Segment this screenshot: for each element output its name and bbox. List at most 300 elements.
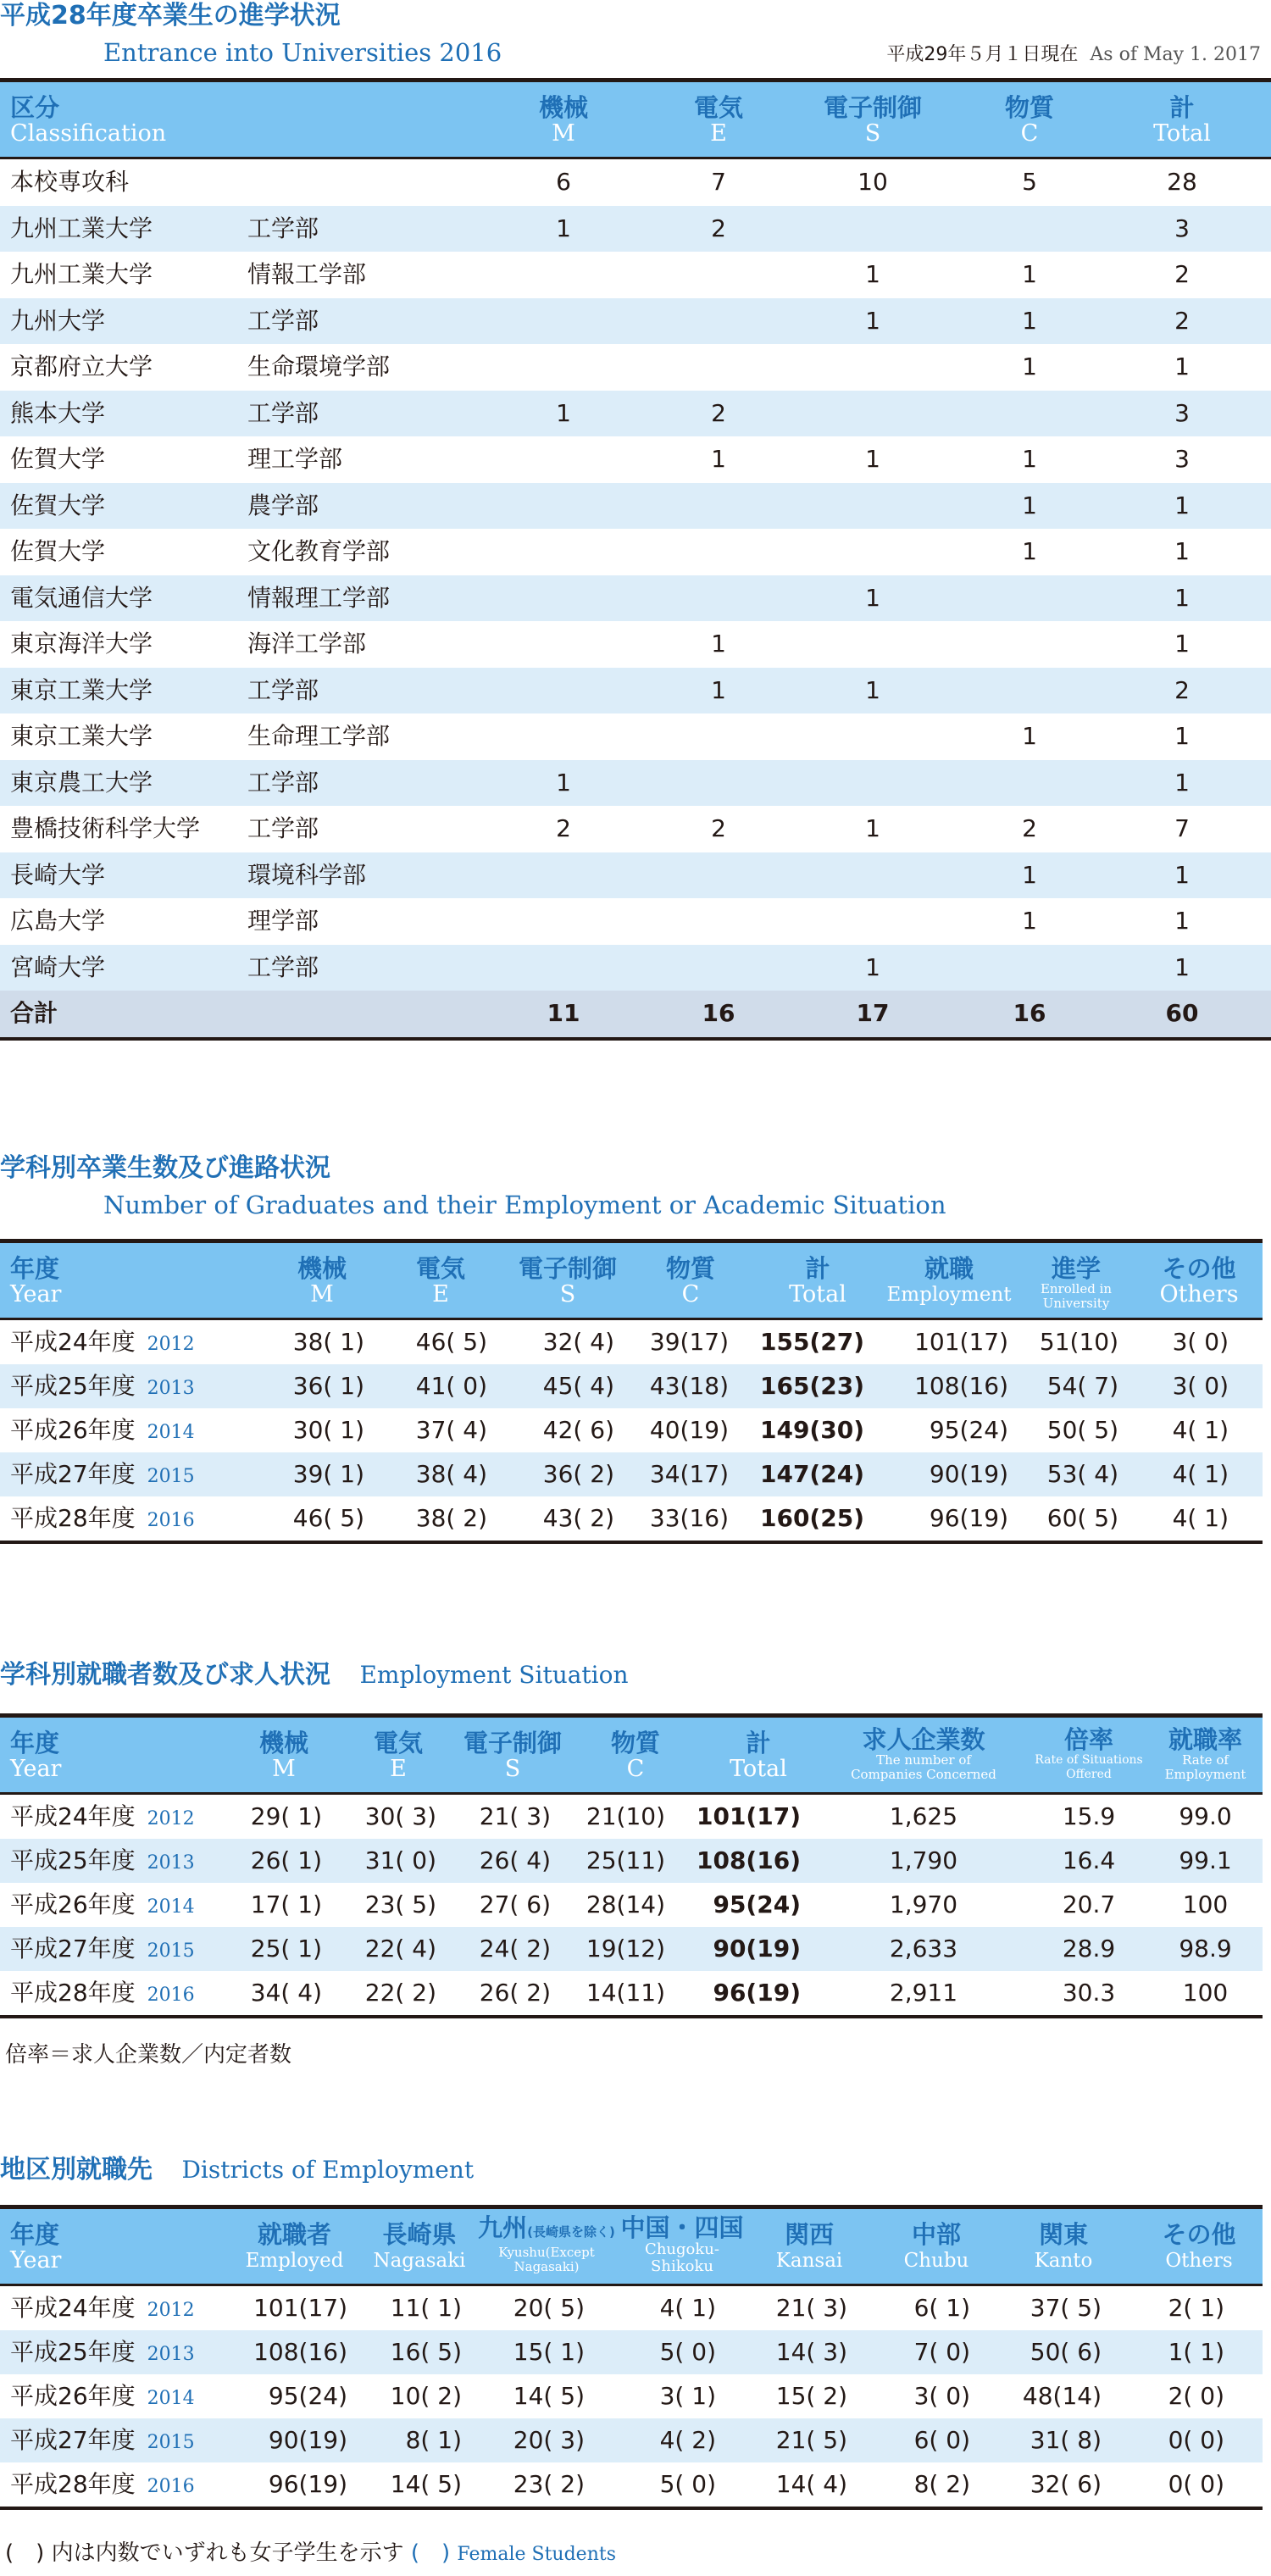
header-classification: 区分 Classification [10,93,167,147]
s-cell: 10 [858,168,888,196]
year-en: 2013 [147,2344,195,2365]
t-cell: 155(27) [759,1328,864,1356]
emp-cell: 101(17) [914,1328,1008,1356]
districts-table-header [0,2205,1263,2286]
t-cell: 7 [1174,814,1190,842]
univ-cell: 東京農工大学 [10,768,153,797]
header-c: 物質 C [610,1729,660,1782]
year-en: 2015 [147,1940,195,1962]
year-en: 2014 [147,1422,195,1443]
e-cell: 1 [711,675,726,704]
footnote-paren-en: ( ) [410,2540,451,2566]
dept-cell: 文化教育学部 [247,537,391,565]
table-row [0,898,1271,945]
year-jp: 平成26年度 [10,1890,136,1918]
year-jp: 平成24年度 [10,1328,136,1356]
header-e: 電気 E [693,93,743,147]
t-cell: 2 [1174,260,1190,288]
year-en: 2016 [147,1985,195,2006]
year-en: 2015 [147,2432,195,2453]
e-cell: 37( 4) [415,1416,487,1444]
kan-cell: 21( 5) [775,2426,847,2454]
header-year: 年度 Year [10,2220,62,2273]
header-kyushu: 九州(長崎県を除く) Kyushu(Except Nagasaki) [478,2213,615,2274]
year-jp: 平成27年度 [10,2426,136,2454]
kan-cell: 21( 3) [775,2294,847,2322]
chb-cell: 3( 0) [913,2382,970,2410]
m-cell: 26( 1) [250,1846,322,1874]
e-cell: 2 [711,814,726,842]
table-row [0,436,1271,483]
table-row [0,2286,1263,2330]
year-en: 2013 [147,1378,195,1399]
t-cell: 1 [1174,722,1190,750]
dept-cell: 情報工学部 [247,260,367,288]
e-cell: 7 [711,168,726,196]
year-en: 2012 [147,1334,195,1355]
nag-cell: 14( 5) [390,2470,462,2498]
oth-cell: 3( 0) [1172,1328,1229,1356]
t-cell: 101(17) [696,1802,801,1830]
m-cell: 36( 1) [292,1372,364,1400]
table-row [0,391,1271,437]
header-m: 機械 M [297,1254,347,1307]
year-cell [10,1320,264,1367]
chb-cell: 6( 1) [913,2294,970,2322]
year-jp: 平成27年度 [10,1460,136,1488]
oth-cell: 4( 1) [1172,1504,1229,1532]
c-cell: 5 [1022,168,1037,196]
employment-title [0,1660,629,1690]
nag-cell: 8( 1) [405,2426,462,2454]
year-jp: 平成25年度 [10,2338,136,2366]
e-cell: 1 [711,445,726,473]
m-cell: 46( 5) [292,1504,364,1532]
s-cell: 1 [865,260,880,288]
t-cell: 3 [1174,398,1190,427]
dept-cell: 工学部 [247,306,319,335]
univ-cell: 東京海洋大学 [10,630,153,658]
rate-cell: 100 [1182,1890,1229,1918]
dept-cell: 工学部 [247,398,319,427]
header-total: 計 Total [1153,93,1211,147]
c-cell: 34(17) [649,1460,729,1488]
year-en: 2014 [147,2388,195,2409]
e-cell: 2 [711,214,726,242]
nag-cell: 16( 5) [390,2338,462,2366]
table-bottom-rule [0,1541,1263,1544]
m-cell: 17( 1) [250,1890,322,1918]
c-cell: 1 [1022,860,1037,889]
table-row [0,529,1271,575]
year-jp: 平成25年度 [10,1372,136,1400]
kto-cell: 48(14) [1022,2382,1102,2410]
t-cell: 2 [1174,306,1190,335]
table-row [0,206,1271,253]
c-cell: 33(16) [649,1504,729,1532]
comp-cell: 1,625 [889,1802,958,1830]
header-chugoku: 中国・四国 Chugoku-Shikoku [620,2213,744,2275]
table-row [0,1883,1263,1927]
year-jp: 平成25年度 [10,1846,136,1874]
emp-cell: 96(19) [929,1504,1008,1532]
univ-cell: 広島大学 [10,907,106,935]
header-employment: 就職 Employment [886,1254,1012,1306]
table-bottom-rule [0,2507,1263,2510]
header-rate: 就職率 Rate of Employment [1164,1725,1246,1782]
s-cell: 17 [856,999,890,1027]
table-bottom-rule [0,2015,1263,2018]
graduates-title: 学科別卒業生数及び進路状況 [0,1153,330,1183]
s-cell: 43( 2) [542,1504,614,1532]
table-row [0,1452,1263,1496]
dept-cell: 工学部 [247,768,319,797]
m-cell: 29( 1) [250,1802,322,1830]
univ-cell: 51(10) [1039,1328,1118,1356]
header-s: 電子制御 S [463,1729,562,1782]
header-employed: 就職者 Employed [245,2220,344,2272]
univ-cell: 佐賀大学 [10,491,106,519]
header-companies: 求人企業数 The number of Companies Concerned [851,1725,996,1782]
year-cell [10,1408,264,1455]
footnote-jp: 内は内数でいずれも女子学生を示す [51,2540,404,2566]
c-cell: 1 [1022,260,1037,288]
e-cell: 2 [711,398,726,427]
m-cell: 11 [547,999,580,1027]
e-cell: 38( 4) [415,1460,487,1488]
c-cell: 1 [1022,353,1037,380]
table-row [0,806,1271,852]
chu-cell: 4( 1) [659,2294,716,2322]
graduates-section [0,1151,1271,1557]
employment-subtitle: Employment Situation [359,1661,629,1689]
table-row [0,1927,1263,1971]
c-cell: 1 [1022,306,1037,335]
table-row [0,1408,1263,1452]
employment-table-header [0,1713,1263,1795]
e-cell: 1 [711,630,726,658]
oth-cell: 4( 1) [1172,1460,1229,1488]
c-cell: 43(18) [649,1372,729,1400]
t-cell: 90(19) [713,1935,801,1963]
chu-cell: 4( 2) [659,2426,716,2454]
chb-cell: 7( 0) [913,2338,970,2366]
table-row [0,760,1271,807]
t-cell: 1 [1174,907,1190,935]
table-row [0,298,1271,345]
table-bottom-rule [0,1037,1271,1041]
c-cell: 1 [1022,722,1037,750]
dept-cell: 理学部 [247,907,319,935]
table-row [0,1364,1263,1408]
chu-cell: 3( 1) [659,2382,716,2410]
s-cell: 36( 2) [542,1460,614,1488]
emp-cell: 95(24) [268,2382,347,2410]
univ-cell: 熊本大学 [10,398,106,427]
table-row [0,344,1271,391]
header-e: 電気 E [415,1254,465,1307]
emp-cell: 96(19) [268,2470,347,2498]
header-year: 年度 Year [10,1254,62,1307]
header-year: 年度 Year [10,1729,62,1782]
s-cell: 27( 6) [479,1890,551,1918]
year-jp: 平成28年度 [10,2470,136,2498]
s-cell: 1 [865,952,880,981]
c-cell: 21(10) [586,1802,665,1830]
ratio-cell: 30.3 [1062,1979,1116,2007]
header-c: 物質 C [1004,93,1054,147]
t-cell: 28 [1167,168,1197,196]
header-others: その他 Others [1162,2220,1236,2272]
table-row [0,159,1271,206]
c-cell: 40(19) [649,1416,729,1444]
e-cell: 38( 2) [415,1504,487,1532]
emp-cell: 95(24) [929,1416,1008,1444]
m-cell: 38( 1) [292,1328,364,1356]
s-cell: 26( 2) [479,1979,551,2007]
univ-cell: 合計 [10,999,58,1027]
header-m: 機械 M [538,93,588,147]
emp-cell: 108(16) [253,2338,347,2366]
c-cell: 1 [1022,491,1037,519]
kyu-cell: 20( 3) [513,2426,585,2454]
year-en: 2014 [147,1896,195,1918]
graduates-subtitle: Number of Graduates and their Employment or Academic Situation [103,1191,946,1219]
m-cell: 39( 1) [292,1460,364,1488]
m-cell: 1 [556,768,571,797]
kto-cell: 32( 6) [1030,2470,1102,2498]
s-cell: 21( 3) [479,1802,551,1830]
year-en: 2016 [147,1510,195,1531]
table-row [0,575,1271,622]
t-cell: 1 [1174,630,1190,658]
year-cell [10,2286,264,2333]
year-cell [10,1364,264,1411]
s-cell: 1 [865,814,880,842]
comp-cell: 1,790 [889,1846,958,1874]
dept-cell: 情報理工学部 [247,583,391,612]
table-row [0,1795,1263,1839]
year-en: 2012 [147,2300,195,2321]
year-cell [10,1452,264,1499]
ratio-note: 倍率＝求人企業数／内定者数 [5,2042,292,2068]
graduates-table-header [0,1239,1263,1320]
s-cell: 1 [865,583,880,612]
m-cell: 30( 1) [292,1416,364,1444]
t-cell: 1 [1174,537,1190,565]
year-en: 2013 [147,1852,195,1874]
univ-cell: 佐賀大学 [10,537,106,565]
univ-cell: 60( 5) [1046,1504,1118,1532]
header-nagasaki: 長崎県 Nagasaki [373,2220,466,2272]
t-cell: 149(30) [759,1416,864,1444]
table-row [0,852,1271,899]
dept-cell: 生命理工学部 [247,722,391,750]
m-cell: 34( 4) [250,1979,322,2007]
dept-cell: 工学部 [247,214,319,242]
univ-cell: 京都府立大学 [10,353,153,380]
kan-cell: 14( 3) [775,2338,847,2366]
kyu-cell: 15( 1) [513,2338,585,2366]
districts-subtitle: Districts of Employment [181,2156,475,2184]
table-row [0,621,1271,668]
s-cell: 1 [865,675,880,704]
emp-cell: 90(19) [268,2426,347,2454]
c-cell: 1 [1022,537,1037,565]
t-cell: 165(23) [759,1372,864,1400]
comp-cell: 2,911 [889,1979,958,2007]
dept-cell: 工学部 [247,952,319,981]
c-cell: 25(11) [586,1846,665,1874]
kto-cell: 37( 5) [1030,2294,1102,2322]
oth-cell: 0( 0) [1168,2470,1224,2498]
table-row [0,2418,1263,2462]
year-jp: 平成28年度 [10,1979,136,2007]
nag-cell: 10( 2) [390,2382,462,2410]
table-row [0,252,1271,298]
m-cell: 2 [556,814,571,842]
table-row [0,2330,1263,2374]
entrance-subtitle: Entrance into Universities 2016 [103,38,502,67]
kyu-cell: 23( 2) [513,2470,585,2498]
entrance-table [0,78,1271,1049]
univ-cell: 電気通信大学 [10,583,153,612]
univ-cell: 長崎大学 [10,860,106,889]
year-cell [10,2374,264,2421]
header-university: 進学 Enrolled in University [1040,1254,1113,1311]
chb-cell: 6( 0) [913,2426,970,2454]
dept-cell: 生命環境学部 [247,353,391,380]
univ-cell: 佐賀大学 [10,445,106,473]
header-total: 計 Total [789,1254,846,1307]
rate-cell: 100 [1182,1979,1229,2007]
ratio-cell: 16.4 [1062,1846,1116,1874]
s-cell: 42( 6) [542,1416,614,1444]
districts-section [0,2152,1271,2576]
m-cell: 25( 1) [250,1935,322,1963]
kto-cell: 31( 8) [1030,2426,1102,2454]
footnote-paren: ( ) [5,2540,45,2566]
header-ratio: 倍率 Rate of Situations Offered [1035,1725,1143,1781]
t-cell: 60 [1165,999,1199,1027]
chb-cell: 8( 2) [913,2470,970,2498]
t-cell: 2 [1174,675,1190,704]
t-cell: 3 [1174,214,1190,242]
header-kanto: 関東 Kanto [1034,2220,1093,2272]
entrance-table-header [0,78,1271,159]
year-jp: 平成24年度 [10,2294,136,2322]
table-row [0,945,1271,991]
univ-cell: 東京工業大学 [10,675,153,704]
emp-cell: 90(19) [929,1460,1008,1488]
kto-cell: 50( 6) [1030,2338,1102,2366]
graduates-table [0,1239,1263,1561]
oth-cell: 4( 1) [1172,1416,1229,1444]
nag-cell: 11( 1) [390,2294,462,2322]
t-cell: 1 [1174,768,1190,797]
year-jp: 平成28年度 [10,1504,136,1532]
univ-cell: 本校専攻科 [10,168,130,196]
table-row [0,668,1271,714]
rate-cell: 99.0 [1179,1802,1232,1830]
oth-cell: 3( 0) [1172,1372,1229,1400]
oth-cell: 1( 1) [1168,2338,1224,2366]
c-cell: 19(12) [586,1935,665,1963]
c-cell: 14(11) [586,1979,665,2007]
ratio-cell: 28.9 [1062,1935,1116,1963]
footnote-en: Female Students [457,2544,616,2565]
header-e: 電気 E [373,1729,423,1782]
kan-cell: 15( 2) [775,2382,847,2410]
year-en: 2016 [147,2476,195,2497]
e-cell: 23( 5) [364,1890,436,1918]
districts-title [0,2157,474,2183]
kan-cell: 14( 4) [775,2470,847,2498]
oth-cell: 0( 0) [1168,2426,1224,2454]
univ-cell: 50( 5) [1046,1416,1118,1444]
oth-cell: 2( 0) [1168,2382,1224,2410]
chu-cell: 5( 0) [659,2338,716,2366]
kyu-cell: 14( 5) [513,2382,585,2410]
emp-cell: 101(17) [253,2294,347,2322]
s-cell: 32( 4) [542,1328,614,1356]
table-row [0,483,1271,530]
year-en: 2015 [147,1466,195,1487]
header-s: 電子制御 S [823,93,922,147]
dept-cell: 工学部 [247,675,319,704]
t-cell: 147(24) [759,1460,864,1488]
t-cell: 95(24) [713,1890,801,1918]
m-cell: 1 [556,214,571,242]
dept-cell: 工学部 [247,814,319,842]
table-row [0,1496,1263,1541]
header-m: 機械 M [258,1729,308,1782]
oth-cell: 2( 1) [1168,2294,1224,2322]
year-jp: 平成26年度 [10,2382,136,2410]
univ-cell: 53( 4) [1046,1460,1118,1488]
c-cell: 1 [1022,445,1037,473]
header-c: 物質 C [665,1254,715,1307]
emp-cell: 108(16) [914,1372,1008,1400]
c-cell: 16 [1013,999,1046,1027]
c-cell: 39(17) [649,1328,729,1356]
e-cell: 22( 4) [364,1935,436,1963]
year-cell [10,2418,264,2465]
header-kansai: 関西 Kansai [775,2220,843,2272]
employment-table [0,1713,1263,2035]
districts-table [0,2205,1263,2527]
s-cell: 1 [865,445,880,473]
chu-cell: 5( 0) [659,2470,716,2498]
as-of-date [886,46,1261,64]
kyu-cell: 20( 5) [513,2294,585,2322]
header-chubu: 中部 Chubu [903,2220,969,2272]
dept-cell: 海洋工学部 [247,630,367,658]
dept-cell: 環境科学部 [247,860,367,889]
table-row [0,2374,1263,2418]
header-total: 計 Total [730,1729,787,1782]
employment-section [0,1657,1271,2081]
year-cell [10,2462,264,2509]
year-en: 2012 [147,1808,195,1829]
univ-cell: 宮崎大学 [10,952,106,981]
univ-cell: 九州工業大学 [10,260,153,288]
table-row [0,2462,1263,2507]
table-row [0,1839,1263,1883]
univ-cell: 九州工業大学 [10,214,153,242]
s-cell: 1 [865,306,880,335]
m-cell: 1 [556,398,571,427]
